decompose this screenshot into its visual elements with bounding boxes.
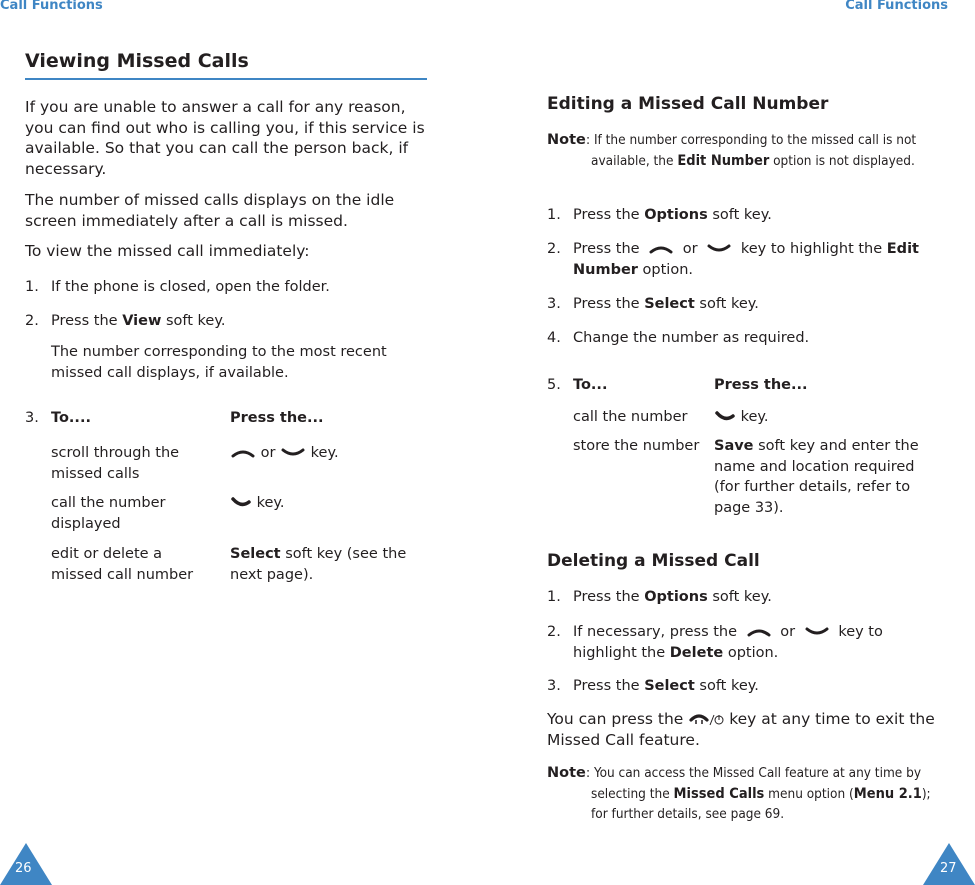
table-row-3-to: edit or delete a missed call number [51,546,194,583]
edit-table-col-to: To... [573,377,608,393]
note-label: Note [547,765,586,781]
delete-step-3: 3. Press the Select soft key. [547,678,759,694]
left-section-title [25,50,427,80]
step-number: 2. [25,313,39,329]
edit-table-row-2-to: store the number [573,438,700,454]
left-para-3: To view the missed call immediately: [25,242,310,260]
scroll-down-key-icon [280,447,306,459]
step-number: 1. [25,279,39,295]
edit-table-col-press: Press the... [714,377,808,393]
table-col-to: To.... [51,410,91,426]
delete-step-2: 2. If necessary, press the or key to highlight the Delete option. [547,624,883,661]
left-para-2: The number of missed calls displays on the idle screen immediately after a call is missed. [25,191,395,230]
scroll-up-key-icon [746,626,772,638]
left-step-2 [25,311,430,332]
edit-step-1: 1. Press the Options soft key. [547,207,772,223]
step-text: If the phone is closed, open the folder. [51,279,330,295]
scroll-up-key-icon [230,447,256,459]
step-text: Press the View soft key. [51,313,226,329]
table-row-3-press: Select soft key (see the next page). [230,546,407,583]
scroll-down-key-icon [804,626,830,638]
send-key-icon [714,410,736,424]
deleting-heading: Deleting a Missed Call [547,551,760,571]
page-number-right: 27 [940,861,957,876]
viewing-missed-calls-heading: Viewing Missed Calls [25,50,249,72]
scroll-down-key-icon [706,243,732,255]
edit-step-5-number: 5. [547,377,561,393]
table-row-2-press: key. [230,493,285,514]
edit-step-2: 2. Press the or key to highlight the Edit Number option. [547,241,919,278]
left-step-1 [25,277,430,298]
editing-heading: Editing a Missed Call Number [547,94,829,114]
table-row-2-to: call the number displayed [51,495,166,532]
running-header-right: Call Functions [845,0,948,13]
note-label: Note [547,132,586,148]
table-row-1-to: scroll through the missed calls [51,445,180,482]
delete-step-1: 1. Press the Options soft key. [547,589,772,605]
left-step-3-number: 3. [25,410,39,426]
running-header-left: Call Functions [0,0,103,13]
table-row-1-press: or key. [230,443,339,464]
edit-step-4: 4. Change the number as required. [547,330,810,346]
note-1: Note : If the number corresponding to the missed call is not available, the Edit Number option is not displayed. [547,132,917,169]
send-key-icon [230,496,252,510]
left-step-2-sub: The number corresponding to the most recent missed call displays, if available. [51,344,387,381]
note-2: Note : You can access the Missed Call feature at any time by selecting the Missed Calls menu option (Menu 2.1); for further details, see page 69. [547,765,931,822]
left-para-1: If you are unable to answer a call for any reason, you can find out who is calling you, if this service is available. So that you can call the person back, if necessary. [25,98,425,178]
table-col-press: Press the... [230,410,324,426]
edit-table-row-1-press: key. [714,407,769,428]
edit-step-3: 3. Press the Select soft key. [547,296,759,312]
title-underline [25,78,427,80]
edit-table-row-1-to: call the number [573,409,688,425]
edit-table-row-2-press: Save soft key and enter the name and location required (for further details, refer to page 33). [714,438,919,516]
page-number-left: 26 [15,861,32,876]
exit-paragraph: You can press the key at any time to exit the Missed Call feature. [547,710,935,749]
scroll-up-key-icon [648,243,674,255]
view-key-label: View [122,313,162,329]
end-power-key-icon [688,712,724,728]
